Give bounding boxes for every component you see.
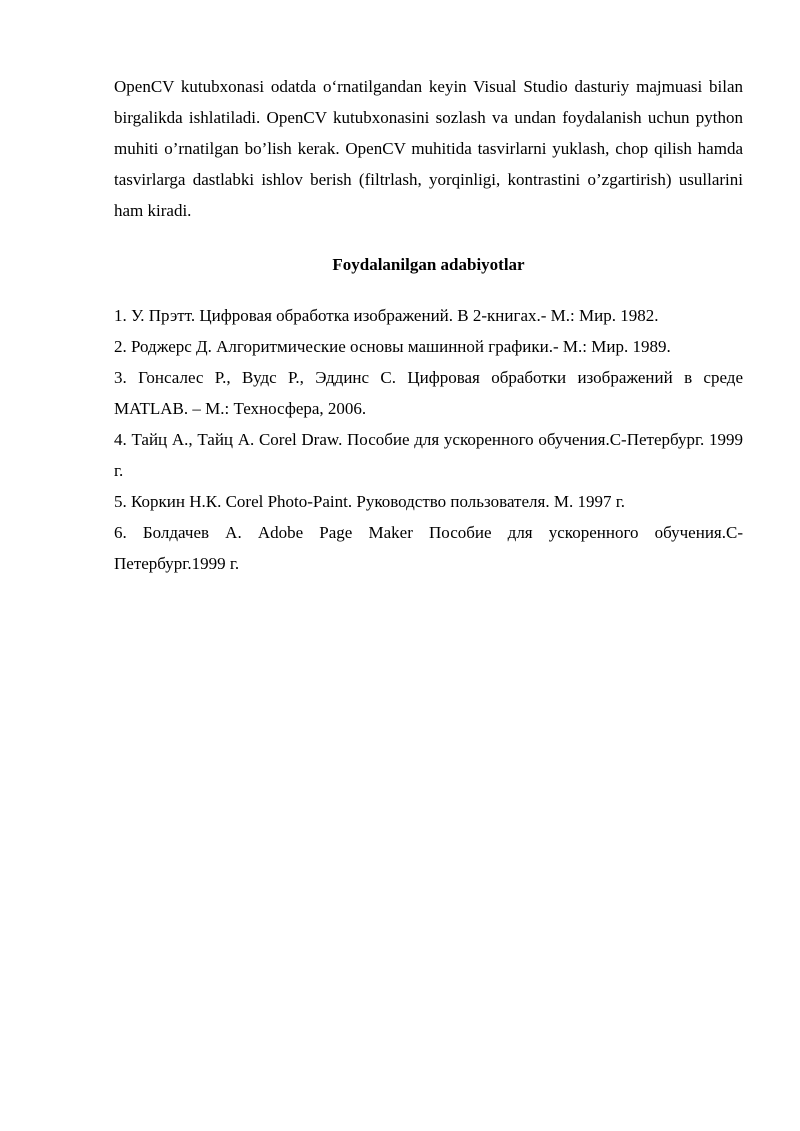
body-paragraph: OpenCV kutubxonasi odatda o‘rnatilgandan keyin Visual Studio dasturiy majmuasi bilan birgalikda ishlatiladi. OpenCV kutubxonasini sozlash va undan foydalanish uchun python muhiti o’rnatilgan bo’lish kerak. OpenCV muhitida tasvirlarni yuklash, chop qilish hamda tasvirlarga dastlabki ishlov berish (filtrlash, yorqinligi, kontrastini o’zgartirish) usullarini ham kiradi. bbox=[114, 77, 743, 220]
reference-item-5: 5. Коркин Н.К. Corel Photo-Paint. Руководство пользователя. М. 1997 г. bbox=[114, 492, 626, 511]
reference-item-6: 6. Болдачев А. Adobe Page Maker Пособие для ускоренного обучения.С-Петербург.1999 г. bbox=[114, 523, 743, 573]
reference-item-2: 2. Роджерс Д. Алгоритмические основы машинной графики.- М.: Мир. 1989. bbox=[114, 337, 671, 356]
references-list bbox=[114, 300, 743, 579]
reference-item-1: 1. У. Прэтт. Цифровая обработка изображений. В 2-книгах.- М.: Мир. 1982. bbox=[114, 306, 659, 325]
reference-item-4: 4. Тайц А., Тайц А. Corel Draw. Пособие для ускоренного обучения.С-Петербург. 1999 г. bbox=[114, 430, 743, 480]
reference-item-3: 3. Гонсалес Р., Вудс Р., Эддинс С. Цифровая обработки изображений в среде MATLAB. – М.: Техносфера, 2006. bbox=[114, 368, 743, 418]
references-heading: Foydalanilgan adabiyotlar bbox=[332, 255, 525, 274]
